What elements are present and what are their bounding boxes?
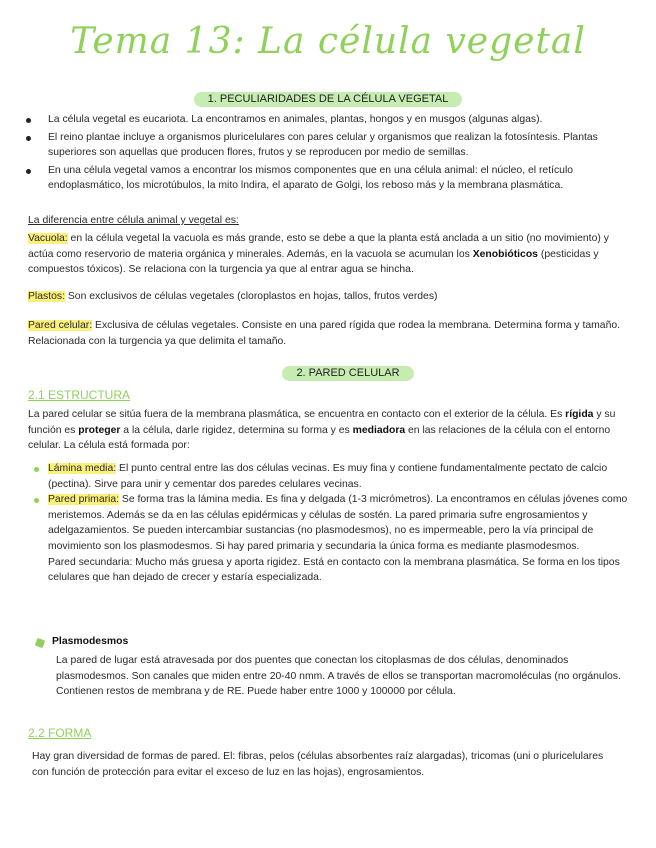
secundaria-paragraph: Pared secundaria: Mucho más gruesa y aporta rigidez. Está en contacto con la membrana plasmática. Se forma en los tipos celulares que han dejado de crecer y estaría especializada.	[48, 556, 620, 584]
section2-heading: 2. PARED CELULAR	[282, 366, 413, 381]
plastos-text: Son exclusivos de células vegetales (cloroplastos en hojas, tallos, frutos verdes)	[64, 291, 438, 302]
vacuola-text-2: (pesticidas y compuestos tóxicos). Se relaciona con la turgencia ya que al entrar agua se hincha.	[28, 248, 599, 276]
primaria-text: Se forma tras la lámina media. Es fina y delgada (1-3 micrómetros). La encontramos en células jóvenes como meristemos. Además se da en las células epidérmicas y células de sostén. La pared primaria sufre engrosamientos y adelgazamientos. Se pueden intercambiar sustancias (no plasmodesmos), no es impermeable, pero la vía principal de movimiento son los plasmodesmos. Si hay pared primaria y secundaria la única forma es mediante plasmodesmos.	[48, 494, 628, 553]
intro-text: a la célula, darle rigidez, determina su forma y es	[120, 424, 353, 436]
bullet-item: La célula vegetal es eucariota. La encontramos en animales, plantas, hongos y en musgos (algunas algas).	[36, 112, 628, 128]
vacuola-label: Vacuola:	[28, 233, 68, 244]
pared-intro-paragraph	[28, 407, 634, 454]
subsection-estructura-title: 2.1 ESTRUCTURA	[28, 388, 131, 402]
section1-bullets	[36, 112, 628, 196]
pared-layers-list	[28, 461, 634, 586]
subsection-forma-title: 2.2 FORMA	[28, 726, 92, 740]
page-title: Tema 13: La célula vegetal	[70, 21, 586, 62]
difference-title: La diferencia entre célula animal y vegetal es:	[28, 215, 239, 226]
pared-label: Pared celular:	[28, 320, 93, 331]
plasmodesmos-paragraph: La pared de lugar está atravesada por dos puentes que conectan los citoplasmas de dos células, denominados plasmodesmos. Son canales que miden entre 20-40 nmm. A través de ellos se transportan macromoléculas (no orgánulos. Contienen restos de membrana y de RE. Puede haber entre 1000 y 100000 por célula.	[56, 655, 621, 698]
vacuola-paragraph	[28, 231, 634, 278]
list-item	[28, 461, 634, 492]
bullet-item: En una célula vegetal vamos a encontrar los mismos componentes que en una célula animal: el núcleo, el retículo endoplasmático, los microtúbulos, la mito lndira, el aparato de Golgi, los reboso más y la membrana plasmática.	[36, 163, 628, 194]
pared-paragraph	[28, 318, 634, 349]
plasmodesmos-heading: Plasmodesmos	[52, 636, 129, 647]
term-proteger: proteger	[78, 424, 121, 436]
lamina-text: El punto central entre las dos células vecinas. Es muy fina y contiene fundamentalmente pectato de calcio (pectina). Sirve para unir y cementar dos paredes celulares vecinas.	[48, 463, 608, 490]
xenobioticos-term: Xenobióticos	[472, 248, 538, 260]
vacuola-text: en la célula vegetal la vacuola es más grande, esto se debe a que la planta está anclada a un sitio (no movimiento) y actúa como reservorio de materia orgánica y minerales. Además, en la vacuola se acumulan los	[28, 233, 609, 260]
bullet-square-icon	[35, 638, 45, 648]
plastos-paragraph	[28, 289, 634, 305]
plasmodesmos-title	[52, 634, 622, 650]
section1-heading: 1. PECULIARIDADES DE LA CÉLULA VEGETAL	[194, 92, 463, 107]
section1-heading-row	[0, 92, 656, 108]
intro-text: y su función es	[28, 409, 616, 436]
lamina-label: Lámina media:	[48, 463, 117, 474]
forma-paragraph: Hay gran diversidad de formas de pared. El: fibras, pelos (células absorbentes raíz alargadas), tricomas (uni o pluricelulares con función de protección para evitar el exceso de luz en las hojas), engrosamientos.	[32, 751, 604, 778]
list-item	[28, 492, 634, 554]
section2-heading-row	[0, 366, 656, 382]
pared-text: Exclusiva de células vegetales. Consiste en una pared rígida que rodea la membrana. Determina forma y tamaño. Relacionada con la turgencia ya que delimita el tamaño.	[28, 320, 621, 347]
term-mediadora: mediadora	[352, 424, 406, 436]
term-rigida: rígida	[565, 409, 594, 420]
primaria-label: Pared primaria:	[48, 494, 120, 506]
intro-text: La pared celular se sitúa fuera de la membrana plasmática, se encuentra en contacto con el exterior de la célula. Es	[28, 409, 566, 420]
bullet-item: El reino plantae incluye a organismos pluricelulares con pares celular y organismos que realizan la fotosíntesis. Plantas superiores son aquellas que producen flores, frutos y se reproducen por medio de semillas.	[36, 130, 628, 161]
plastos-label: Plastos:	[28, 291, 65, 302]
intro-text: en las relaciones de la célula con el entorno celular. La célula está formada por:	[28, 424, 611, 452]
